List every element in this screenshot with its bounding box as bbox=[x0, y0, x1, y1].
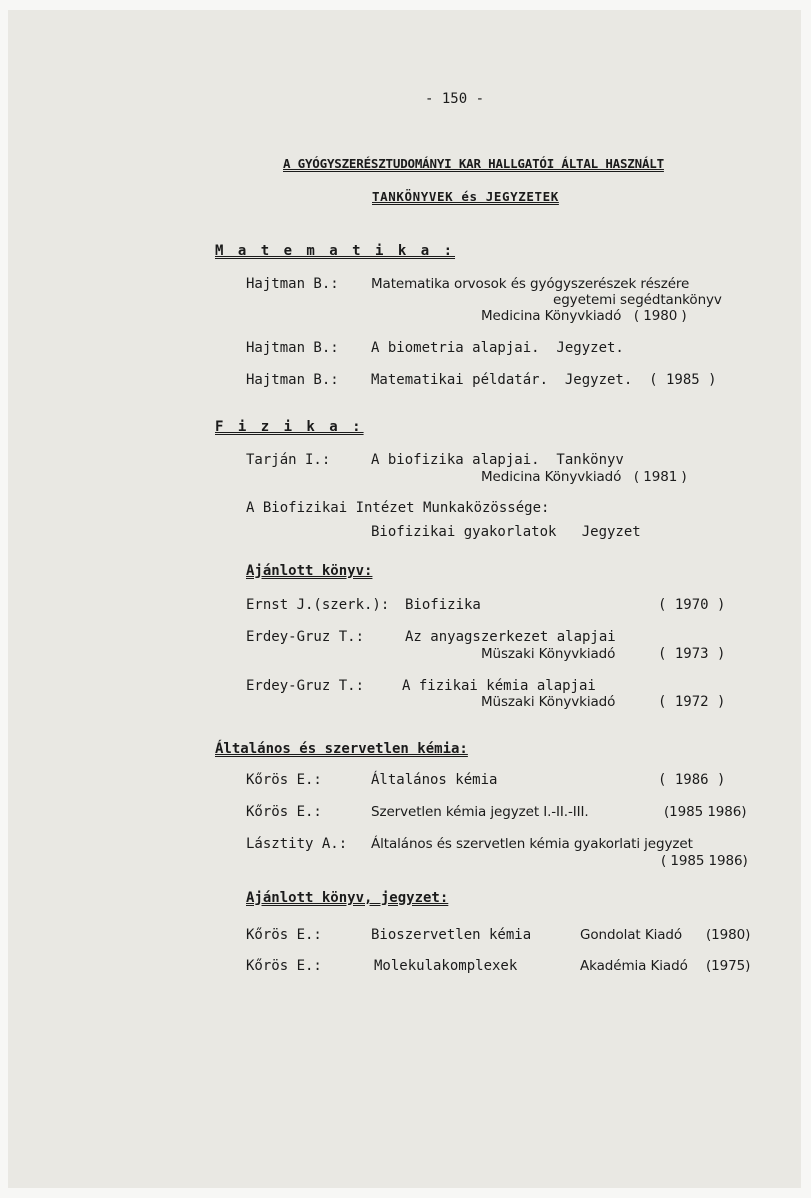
entry-publisher: Medicina Könyvkiadó ( 1981 ) bbox=[481, 469, 687, 485]
recommended-publisher: Müszaki Könyvkiadó bbox=[481, 694, 616, 710]
recommended-title: Az anyagszerkezet alapjai bbox=[405, 629, 616, 645]
recommended-year: (1980) bbox=[706, 927, 751, 943]
entry-title: Szervetlen kémia jegyzet I.-II.-III. bbox=[371, 804, 589, 820]
recommended-title: A fizikai kémia alapjai bbox=[402, 678, 596, 694]
recommended-author: Erdey-Gruz T.: bbox=[246, 678, 365, 694]
entry-title: Matematikai példatár. Jegyzet. ( 1985 ) bbox=[371, 372, 717, 388]
page-number: - 150 - bbox=[425, 91, 485, 107]
recommended-author: Ernst J.(szerk.): bbox=[246, 597, 390, 613]
entry-year: ( 1985 1986) bbox=[661, 853, 748, 869]
recommended-author: Kőrös E.: bbox=[246, 927, 322, 943]
recommended-heading-kemia: Ajánlott könyv, jegyzet: bbox=[246, 890, 449, 906]
entry-title: Biofizikai gyakorlatok Jegyzet bbox=[371, 524, 641, 540]
recommended-publisher: Gondolat Kiadó bbox=[580, 927, 683, 943]
section-heading-fizika: F i z i k a : bbox=[215, 419, 364, 435]
recommended-author: Erdey-Gruz T.: bbox=[246, 629, 365, 645]
document-title-line-1: A GYÓGYSZERÉSZTUDOMÁNYI KAR HALLGATÓI ÁLTAL HASZNÁLT bbox=[283, 156, 664, 171]
entry-title: A biofizika alapjai. Tankönyv bbox=[371, 452, 624, 468]
entry-title: Általános és szervetlen kémia gyakorlati jegyzet bbox=[371, 836, 693, 852]
recommended-title: Bioszervetlen kémia bbox=[371, 927, 532, 943]
entry-author: Hajtman B.: bbox=[246, 372, 339, 388]
section-heading-matematika: M a t e m a t i k a : bbox=[215, 243, 456, 259]
section-heading-kemia: Általános és szervetlen kémia: bbox=[215, 741, 468, 757]
entry-author: Kőrös E.: bbox=[246, 804, 322, 820]
entry-author: Lásztity A.: bbox=[246, 836, 348, 852]
recommended-title: Molekulakomplexek bbox=[374, 958, 518, 974]
recommended-year: ( 1973 ) bbox=[658, 646, 726, 662]
recommended-year: (1975) bbox=[706, 958, 751, 974]
recommended-year: ( 1970 ) bbox=[658, 597, 726, 613]
recommended-title: Biofizika bbox=[405, 597, 481, 613]
recommended-author: Kőrös E.: bbox=[246, 958, 322, 974]
entry-author: Hajtman B.: bbox=[246, 276, 339, 292]
entry-year: (1985 1986) bbox=[664, 804, 747, 820]
entry-year: ( 1986 ) bbox=[658, 772, 726, 788]
entry-title: A biometria alapjai. Jegyzet. bbox=[371, 340, 624, 356]
entry-author: Hajtman B.: bbox=[246, 340, 339, 356]
recommended-publisher: Akadémia Kiadó bbox=[580, 958, 688, 974]
entry-publisher: Medicina Könyvkiadó ( 1980 ) bbox=[481, 308, 687, 324]
document-title-line-2: TANKÖNYVEK és JEGYZETEK bbox=[372, 189, 559, 204]
recommended-publisher: Müszaki Könyvkiadó bbox=[481, 646, 616, 662]
entry-author: A Biofizikai Intézet Munkaközössége: bbox=[246, 500, 550, 516]
recommended-year: ( 1972 ) bbox=[658, 694, 726, 710]
entry-title: Általános kémia bbox=[371, 772, 498, 788]
entry-title: Matematika orvosok és gyógyszerészek részére bbox=[371, 276, 690, 292]
entry-author: Tarján I.: bbox=[246, 452, 331, 468]
entry-author: Kőrös E.: bbox=[246, 772, 322, 788]
entry-note: egyetemi segédtankönyv bbox=[553, 292, 722, 308]
recommended-heading-fizika: Ajánlott könyv: bbox=[246, 563, 373, 579]
